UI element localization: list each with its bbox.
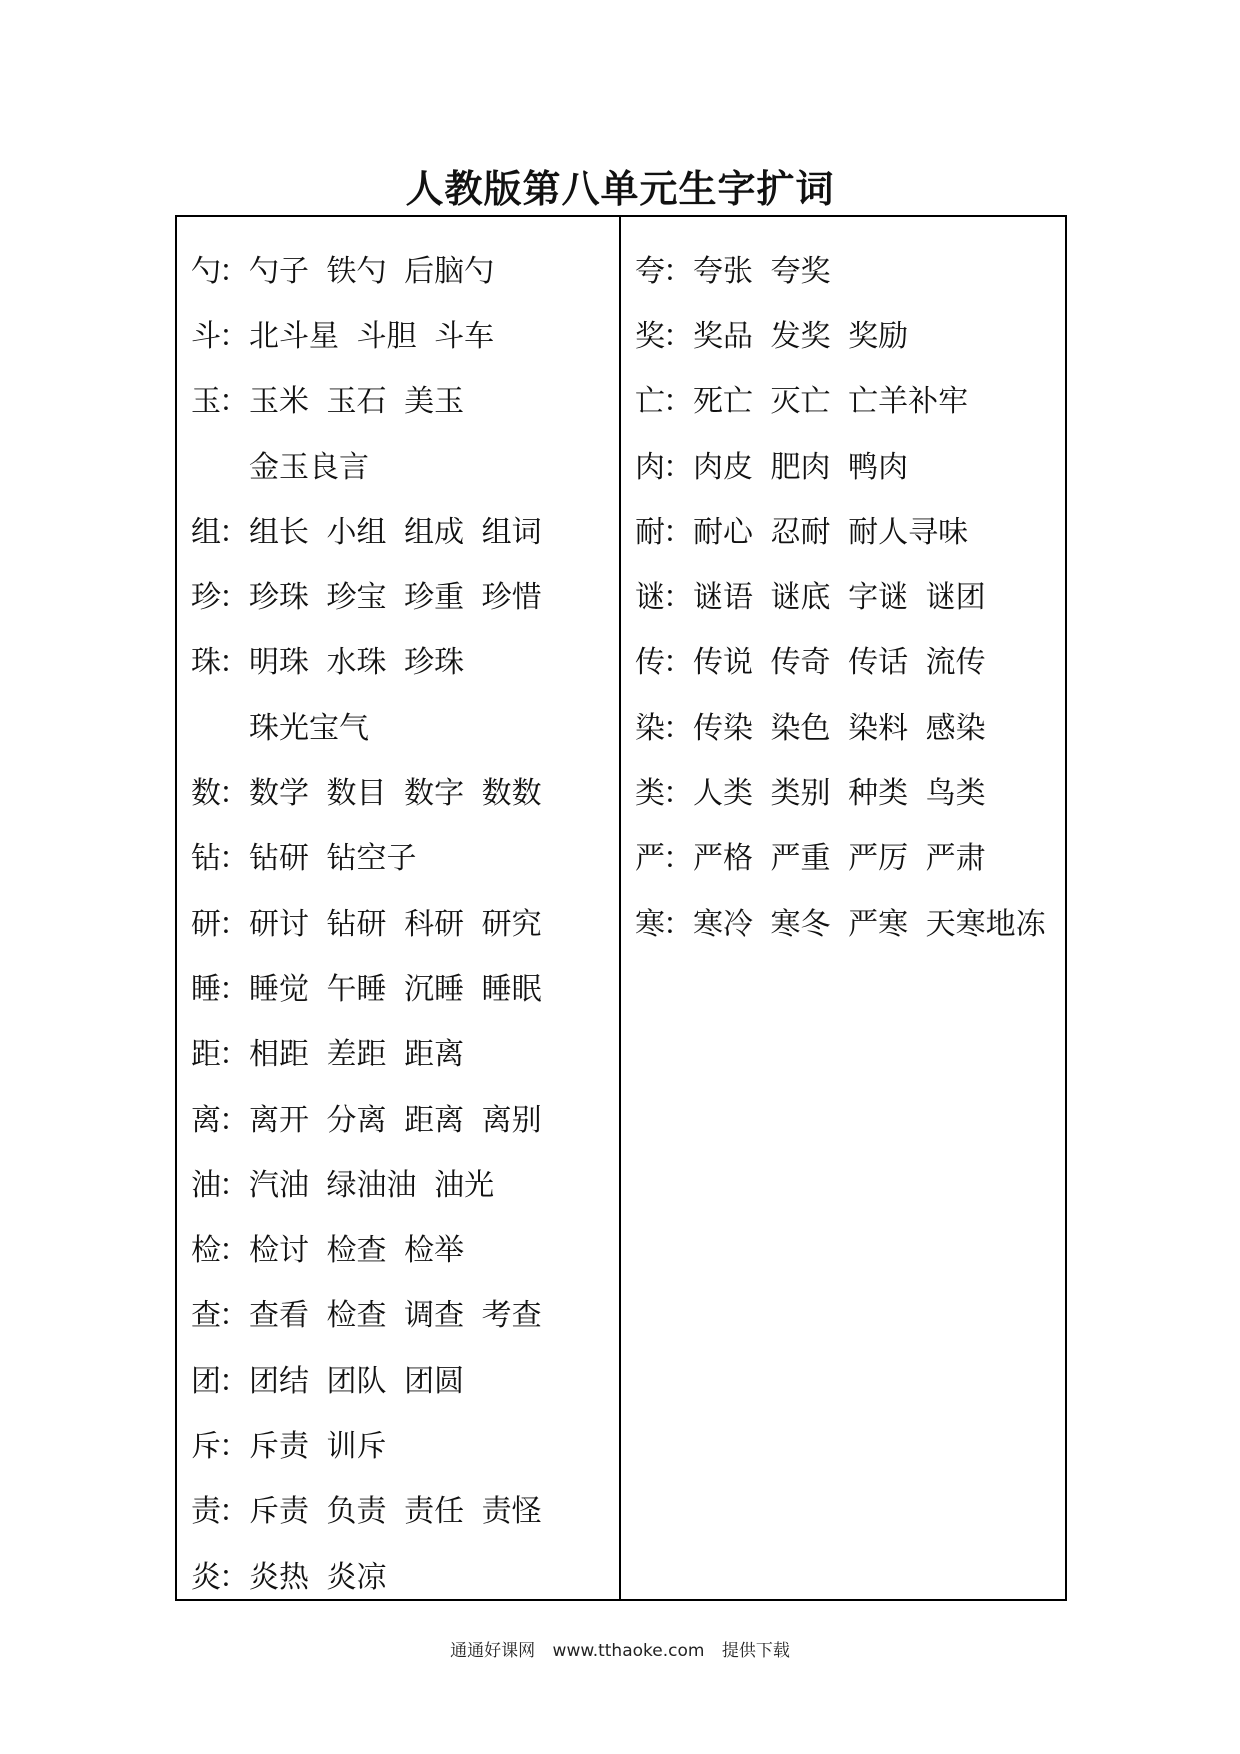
entry-words: 耐心 忍耐 耐人寻味 [693,514,969,550]
entry-colon: ： [219,906,249,942]
entry-colon: ： [663,514,693,550]
entry-words: 查看 检查 调查 考查 [249,1298,542,1334]
entry-character: 睡 [191,971,221,1007]
entry-row [177,1541,619,1606]
entry-row [621,888,1065,953]
entry-colon: ： [219,645,249,681]
entry-colon: ： [219,1167,249,1203]
entry-words: 数学 数目 数字 数数 [249,776,542,812]
entry-row [621,757,1065,822]
entry-words: 钻研 钻空子 [249,841,417,877]
entry-row [621,823,1065,888]
entry-row [177,1410,619,1475]
entry-character: 离 [191,1102,221,1138]
entry-words: 珠光宝气 [249,710,369,746]
entry-character: 责 [191,1494,221,1530]
entry-colon: ： [219,841,249,877]
entry-colon: ： [663,645,693,681]
entry-row [177,1214,619,1279]
entry-row [177,1149,619,1214]
page-footer [0,1636,1240,1661]
entry-character: 钻 [191,841,221,877]
entry-row [177,431,619,496]
entry-row [177,757,619,822]
entry-colon: ： [219,1233,249,1269]
entry-row [177,300,619,365]
entry-colon: ： [219,253,249,289]
entry-row [177,1476,619,1541]
entry-row [177,1280,619,1345]
entry-words: 传染 染色 染料 感染 [693,710,986,746]
entry-words: 斥责 负责 责任 责怪 [249,1494,542,1530]
right-column [621,217,1065,1599]
entry-row [177,1084,619,1149]
entry-colon: ： [219,1298,249,1334]
entry-words: 严格 严重 严厉 严肃 [693,841,986,877]
entry-character: 组 [191,514,221,550]
entry-character: 数 [191,776,221,812]
entry-character: 距 [191,1037,221,1073]
entry-row [621,300,1065,365]
entry-character: 传 [635,645,665,681]
entry-character: 油 [191,1167,221,1203]
entry-row [177,1019,619,1084]
entry-character: 珍 [191,580,221,616]
entry-words: 寒冷 寒冬 严寒 天寒地冻 [693,906,1046,942]
entry-character: 奖 [635,318,665,354]
entry-colon: ： [219,384,249,420]
entry-words: 汽油 绿油油 油光 [249,1167,495,1203]
entry-words: 玉米 玉石 美玉 [249,384,465,420]
entry-words: 斥责 训斥 [249,1428,387,1464]
entry-colon: ： [663,449,693,485]
entry-words: 北斗星 斗胆 斗车 [249,318,495,354]
entry-character: 研 [191,906,221,942]
entry-colon: ： [219,1102,249,1138]
entry-colon: ： [219,1428,249,1464]
entry-row [177,235,619,300]
entry-colon: ： [219,776,249,812]
entry-row [621,627,1065,692]
entry-colon: ： [219,1037,249,1073]
entry-words: 谜语 谜底 字谜 谜团 [693,580,986,616]
entry-colon: ： [663,710,693,746]
entry-character: 查 [191,1298,221,1334]
entry-character: 染 [635,710,665,746]
entry-words: 研讨 钻研 科研 研究 [249,906,542,942]
entry-character: 勺 [191,253,221,289]
footer-url[interactable]: www.tthaoke.com [552,1641,705,1661]
footer-site-name: 通通好课网 [450,1641,536,1661]
entry-character: 炎 [191,1559,221,1595]
entry-colon: ： [219,1494,249,1530]
entry-row [177,953,619,1018]
entry-character: 亡 [635,384,665,420]
entry-row [621,235,1065,300]
entry-character: 斗 [191,318,221,354]
entry-character: 寒 [635,906,665,942]
word-table [175,215,1067,1601]
entry-colon: ： [219,514,249,550]
entry-words: 检讨 检查 检举 [249,1233,465,1269]
entry-words: 奖品 发奖 奖励 [693,318,909,354]
entry-character: 玉 [191,384,221,420]
entry-words: 炎热 炎凉 [249,1559,387,1595]
entry-colon: ： [663,906,693,942]
entry-colon: ： [219,1559,249,1595]
entry-words: 肉皮 肥肉 鸭肉 [693,449,909,485]
entry-character: 夸 [635,253,665,289]
entry-row [621,561,1065,626]
entry-character: 团 [191,1363,221,1399]
left-column [177,217,621,1599]
entry-character: 类 [635,776,665,812]
entry-words: 明珠 水珠 珍珠 [249,645,465,681]
entry-words: 传说 传奇 传话 流传 [693,645,986,681]
entry-words: 人类 类别 种类 鸟类 [693,776,986,812]
entry-colon: ： [663,841,693,877]
entry-words: 团结 团队 团圆 [249,1363,465,1399]
entry-row [621,692,1065,757]
entry-colon: ： [663,580,693,616]
entry-row [621,366,1065,431]
footer-suffix: 提供下载 [721,1641,790,1661]
entry-colon: ： [663,318,693,354]
page-title: 人教版第八单元生字扩词 [405,167,835,211]
entry-character: 斥 [191,1428,221,1464]
entry-row [177,627,619,692]
entry-row [177,823,619,888]
entry-character: 珠 [191,645,221,681]
entry-character: 谜 [635,580,665,616]
entry-words: 组长 小组 组成 组词 [249,514,542,550]
entry-words: 珍珠 珍宝 珍重 珍惜 [249,580,542,616]
entry-character: 严 [635,841,665,877]
entry-colon: ： [219,1363,249,1399]
entry-row [177,1345,619,1410]
entry-row [621,496,1065,561]
entry-character: 检 [191,1233,221,1269]
entry-colon: ： [663,776,693,812]
entry-colon: ： [219,971,249,1007]
entry-words: 死亡 灭亡 亡羊补牢 [693,384,969,420]
entry-words: 离开 分离 距离 离别 [249,1102,542,1138]
entry-character: 耐 [635,514,665,550]
entry-words: 相距 差距 距离 [249,1037,465,1073]
entry-character: 肉 [635,449,665,485]
entry-colon: ： [219,318,249,354]
entry-colon: ： [663,384,693,420]
entry-row [177,496,619,561]
entry-row [177,888,619,953]
entry-colon: ： [663,253,693,289]
entry-row [621,431,1065,496]
entry-row [177,692,619,757]
entry-colon: ： [219,580,249,616]
entry-words: 金玉良言 [249,449,369,485]
entry-row [177,366,619,431]
entry-words: 夸张 夸奖 [693,253,831,289]
entry-words: 勺子 铁勺 后脑勺 [249,253,495,289]
entry-words: 睡觉 午睡 沉睡 睡眠 [249,971,542,1007]
entry-row [177,561,619,626]
